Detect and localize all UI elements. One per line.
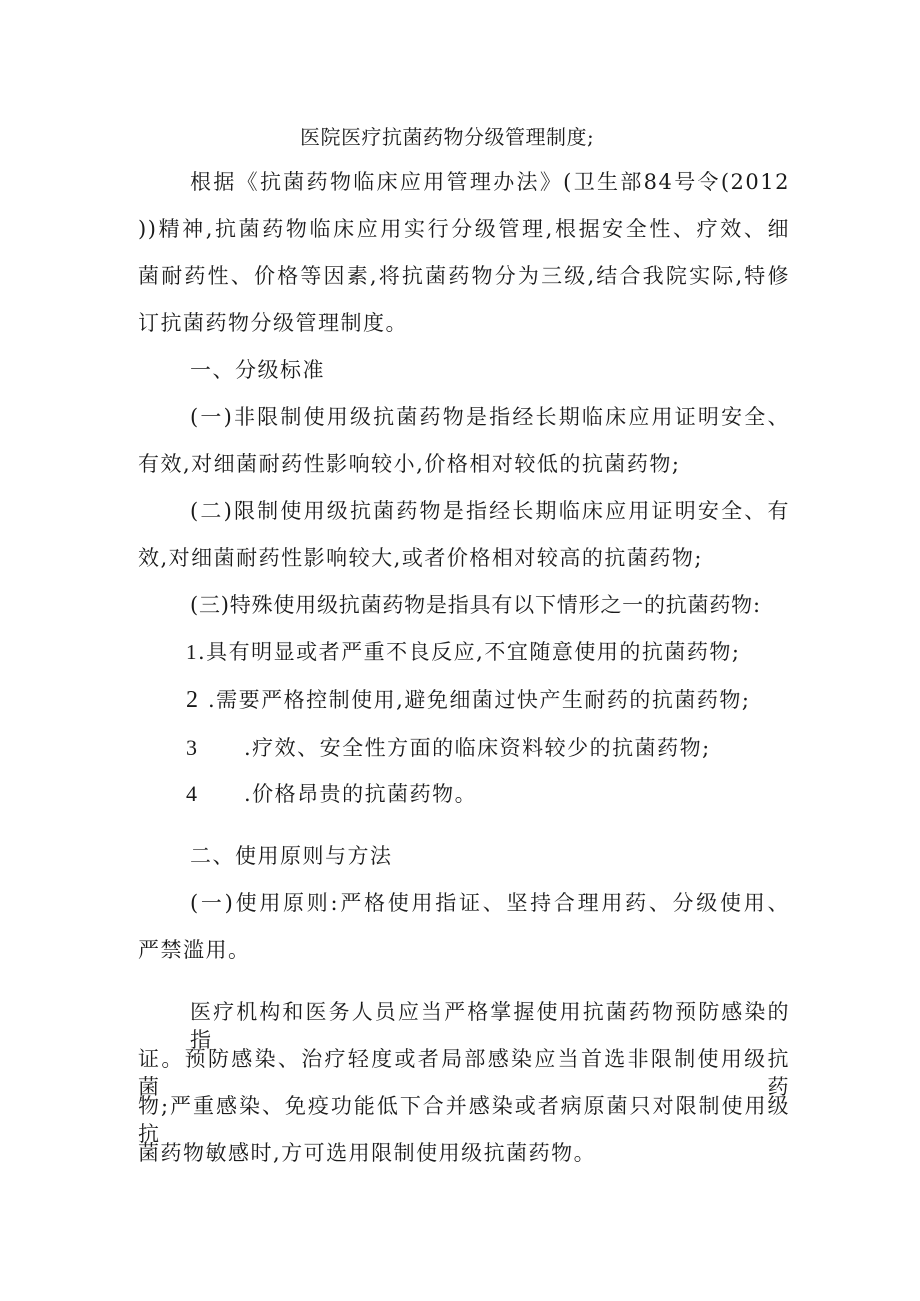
list-item [186,734,711,762]
section-2-heading: 二、使用原则与方法 [190,844,393,868]
list-item [186,686,750,714]
list-item-text: .疗效、安全性方面的临床资料较少的抗菌药物; [244,736,711,760]
section-2-item-1-line-2: 严禁滥用。 [138,938,251,962]
list-item-text: .价格昂贵的抗菌药物。 [244,782,478,806]
list-item-number: 2 [186,687,200,713]
section-1-item-1-line-2: 有效,对细菌耐药性影响较小,价格相对较低的抗菌药物; [138,452,681,476]
list-item [186,638,740,666]
intro-line-4: 订抗菌药物分级管理制度。 [138,311,408,335]
intro-line-1: 根据《抗菌药物临床应用管理办法》(卫生部84号令(2012 [190,170,790,194]
intro-line-2: ))精神,抗菌药物临床应用实行分级管理,根据安全性、疗效、细 [138,217,790,241]
list-item-number: 4 [186,781,199,806]
document-title: 医院医疗抗菌药物分级管理制度; [300,125,595,149]
section-2-para-line-2: 证。预防感染、治疗轻度或者局部感染应当首选非限制使用级抗菌药 [138,1047,790,1099]
section-1-heading: 一、分级标准 [190,358,325,382]
list-item-number: 1 [186,640,198,664]
section-1-item-3-line-1: (三)特殊使用级抗菌药物是指具有以下情形之一的抗菌药物: [190,593,761,617]
section-2-para-line-4: 菌药物敏感时,方可选用限制使用级抗菌药物。 [138,1141,597,1165]
list-item [186,780,477,808]
list-item-text: .具有明显或者严重不良反应,不宜随意使用的抗菌药物; [198,640,741,664]
section-1-item-2-line-2: 效,对细菌耐药性影响较大,或者价格相对较高的抗菌药物; [138,546,703,570]
section-1-item-1-line-1: (一)非限制使用级抗菌药物是指经长期临床应用证明安全、 [190,405,790,429]
intro-line-3: 菌耐药性、价格等因素,将抗菌药物分为三级,结合我院实际,特修 [138,264,790,288]
section-2-para-line-3: 物;严重感染、免疫功能低下合并感染或者病原菌只对限制使用级抗 [138,1094,790,1146]
section-1-item-2-line-1: (二)限制使用级抗菌药物是指经长期临床应用证明安全、有 [190,499,790,523]
list-item-number: 3 [186,735,199,760]
section-2-item-1-line-1: (一)使用原则:严格使用指证、坚持合理用药、分级使用、 [190,891,790,915]
list-item-text: .需要严格控制使用,避免细菌过快产生耐药的抗菌药物; [208,688,751,712]
section-2-para-line-1: 医疗机构和医务人员应当严格掌握使用抗菌药物预防感染的指 [190,1000,790,1052]
